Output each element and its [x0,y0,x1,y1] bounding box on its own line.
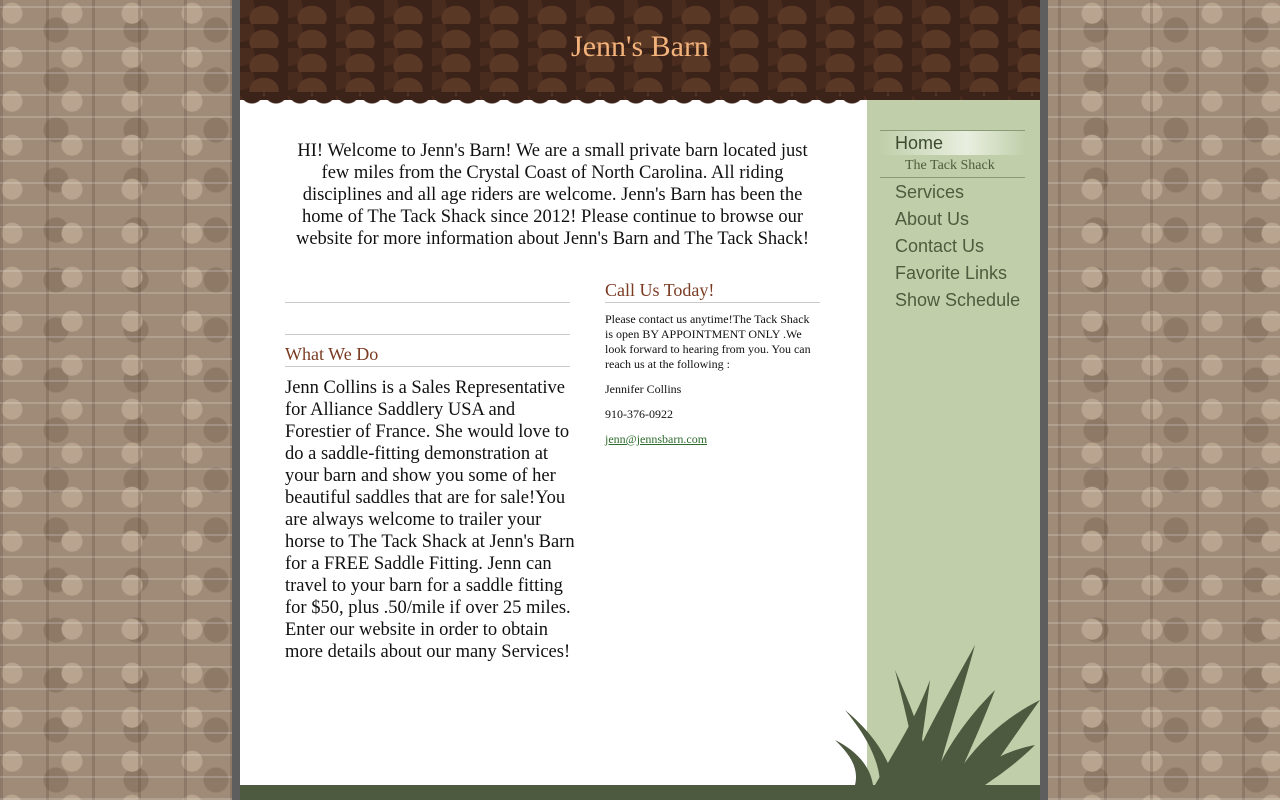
nav-item-contact-us[interactable]: Contact Us [895,236,985,256]
contact-phone: 910-376-0922 [605,407,673,421]
intro-paragraph: HI! Welcome to Jenn's Barn! We are a small private barn located just few miles from the Crystal Coast of North Carolina. All riding disciplines and all age riders are welcome. Jenn's Barn has been the home of The Tack Shack since 2012! Please continue to browse our website for more information about Jenn's Barn and The Tack Shack! [295,141,810,249]
what-we-do-text: Jenn Collins is a Sales Representative for Alliance Saddlery USA and Forestier of France. She would love to do a saddle-fitting demonstration at your barn and show you some of her beautiful saddles that are for sale!You are always welcome to trailer your horse to The Tack Shack at Jenn's Barn for a FREE Saddle Fitting. Jenn can travel to your barn for a saddle fitting for $50, plus .50/mile if over 25 miles. Enter our website in order to obtain more details about our many Services! [285,378,575,662]
nav-item-about-us[interactable]: About Us [895,209,970,229]
nav-item-favorite-links[interactable]: Favorite Links [895,263,1008,283]
divider [605,302,820,303]
site-title: Jenn's Barn [571,30,709,63]
divider [285,366,570,367]
divider [285,302,570,303]
contact-block [605,312,820,457]
nav-subitem-tack-shack[interactable]: The Tack Shack [880,155,1025,178]
divider [285,334,570,335]
contact-email-link[interactable]: jenn@jennsbarn.com [605,432,708,446]
contact-name: Jennifer Collins [605,382,682,396]
page-container [240,0,1040,800]
grass-decoration [835,640,1040,785]
footer-bar [240,785,1040,800]
what-we-do-heading: What We Do [285,344,379,364]
nav-item-home[interactable]: Home [880,130,1025,155]
nav-item-services[interactable]: Services [895,182,965,202]
call-us-heading: Call Us Today! [605,280,715,300]
header-banner [240,0,1040,100]
contact-text: Please contact us anytime!The Tack Shack is open BY APPOINTMENT ONLY .We look forward to hearing from you. You can reach us at the following : [605,312,811,371]
nav-item-show-schedule[interactable]: Show Schedule [895,290,1021,310]
main-nav [880,130,1025,314]
